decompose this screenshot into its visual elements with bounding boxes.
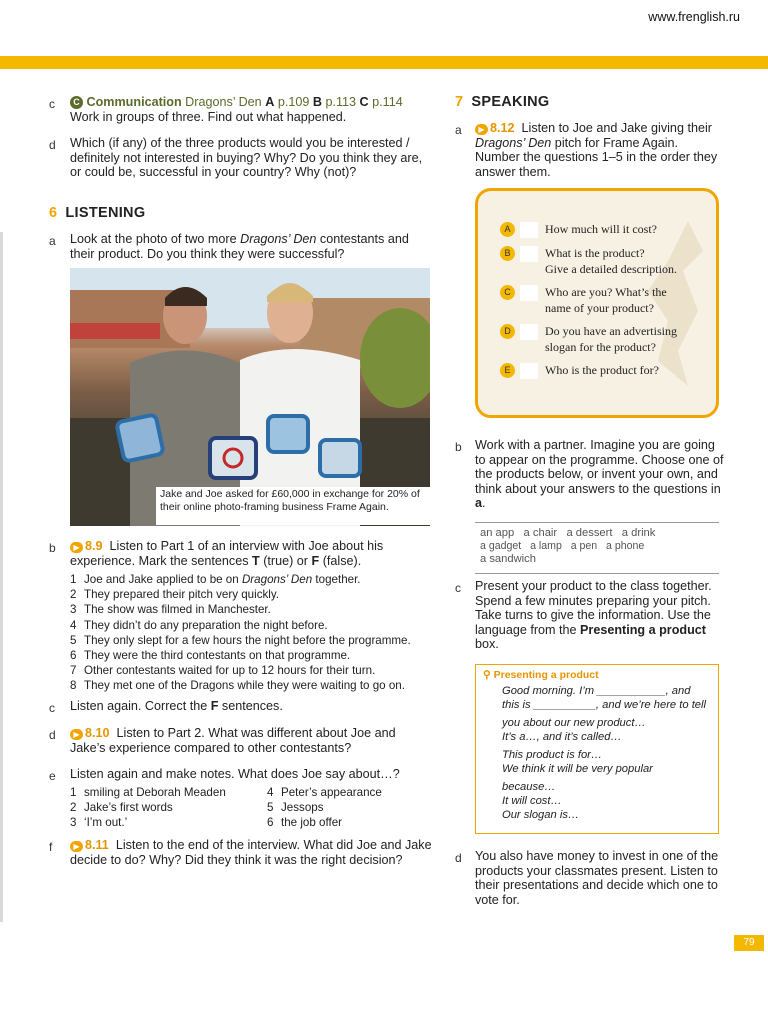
list-item bbox=[70, 785, 226, 800]
item-text: Joe and Jake applied to be on bbox=[84, 573, 242, 586]
question-letter: D bbox=[500, 324, 515, 339]
question-text: How much will it cost? bbox=[545, 222, 657, 236]
exercise-d-text: Which (if any) of the three products would you be interested / definitely not interested in buying? Why? Do you think they are, or could be, successful in your country? Why (not)? bbox=[70, 136, 423, 179]
question-letter: E bbox=[500, 363, 515, 378]
magnifier-icon: ⚲ bbox=[483, 669, 491, 681]
true-marker: T bbox=[252, 553, 260, 568]
text-part: pitch for Frame Again. Number the questions 1–5 in the order they answer them. bbox=[475, 135, 718, 179]
list-item bbox=[70, 663, 432, 678]
item-text: Other contestants waited for up to 12 hours for their turn. bbox=[84, 664, 376, 678]
site-url[interactable]: www.frenglish.ru bbox=[648, 10, 740, 24]
red-awning bbox=[70, 323, 160, 339]
item-text: Peter’s appearance bbox=[281, 786, 382, 799]
item-number: 6 bbox=[70, 649, 77, 663]
phrase-line: this is __________, and we’re here to tell bbox=[502, 699, 706, 711]
audio-track[interactable]: 8.11 bbox=[85, 838, 109, 852]
true-false-list bbox=[70, 572, 432, 694]
text-part: Listen to Joe and Jake giving their bbox=[521, 121, 712, 135]
item-number: 1 bbox=[70, 786, 77, 799]
ref-a: A bbox=[265, 95, 275, 109]
item-number: 7 bbox=[70, 664, 77, 678]
section-number: 7 bbox=[455, 94, 464, 110]
text-part: sentences. bbox=[218, 699, 283, 713]
exercise-label: e bbox=[49, 769, 56, 783]
audio-track[interactable]: 8.12 bbox=[490, 121, 515, 135]
word-row: an app a chair a dessert a drink bbox=[480, 527, 656, 539]
question-text: Give a detailed description. bbox=[545, 262, 677, 276]
item-number: 2 bbox=[70, 588, 77, 602]
phrase-line: This product is for… bbox=[502, 749, 603, 761]
product-word-box bbox=[475, 522, 719, 574]
item-number: 1 bbox=[70, 573, 77, 586]
answer-box[interactable] bbox=[520, 363, 538, 379]
exercise-7d-text: You also have money to invest in one of the products your classmates present. Listen to their presentations and decide which one to vote for. bbox=[475, 849, 719, 907]
show-title: Dragons’ Den bbox=[240, 232, 317, 246]
list-item bbox=[70, 648, 432, 663]
question-text: Who are you? What’s the bbox=[545, 285, 667, 299]
audio-track[interactable]: 8.10 bbox=[85, 726, 110, 740]
text-part: Listen to Part 2. What was different about Joe and Jake’s experience compared to other contestants? bbox=[70, 726, 396, 755]
section-6-heading bbox=[49, 205, 145, 221]
phrase-line: Our slogan is… bbox=[502, 809, 580, 821]
exercise-6d-text bbox=[70, 726, 432, 755]
list-item bbox=[70, 633, 432, 648]
text-part: Present your product to the class together. Spend a few minutes preparing your pitch. Take turns to give the information. Use the language from the bbox=[475, 579, 712, 637]
answer-box[interactable] bbox=[520, 246, 538, 262]
presenting-box-title bbox=[483, 669, 718, 681]
audio-icon[interactable]: ▶ bbox=[70, 729, 83, 740]
list-item bbox=[70, 678, 432, 693]
bold-ref: Presenting a product bbox=[580, 622, 706, 637]
item-number: 6 bbox=[267, 816, 274, 830]
list-item bbox=[70, 572, 432, 587]
section-7-heading bbox=[455, 94, 550, 110]
communication-label: Communication bbox=[86, 95, 182, 109]
item-text: They were the third contestants on that programme. bbox=[84, 649, 351, 663]
list-item bbox=[70, 602, 432, 617]
exercise-6e-text: Listen again and make notes. What does Joe say about…? bbox=[70, 767, 400, 781]
page-number: 79 bbox=[734, 935, 764, 951]
item-text: Jake’s first words bbox=[84, 801, 173, 815]
text-part: (true) or bbox=[259, 553, 312, 568]
exercise-label: f bbox=[49, 840, 53, 854]
phrase-line: you about our new product… bbox=[502, 717, 646, 729]
list-item bbox=[70, 587, 432, 602]
bold-ref: a bbox=[475, 496, 483, 510]
phrase-line: Good morning. I’m ___________, and bbox=[502, 685, 691, 697]
item-text: the job offer bbox=[281, 816, 343, 830]
exercise-6a-text bbox=[70, 232, 432, 261]
frame-product-3 bbox=[268, 416, 308, 452]
exercise-label: d bbox=[49, 728, 56, 742]
audio-track[interactable]: 8.9 bbox=[85, 539, 103, 553]
ref-c: C bbox=[359, 95, 369, 109]
exercise-c-instruction: Work in groups of three. Find out what happened. bbox=[70, 109, 347, 124]
photo-caption: Jake and Joe asked for £60,000 in exchange for 20% of their online photo-framing business Frame Again. bbox=[156, 487, 430, 525]
false-marker: F bbox=[210, 699, 219, 713]
word-row: a gadget a lamp a pen a phone bbox=[480, 540, 645, 552]
question-letter: C bbox=[500, 285, 515, 300]
exercise-label: d bbox=[455, 851, 462, 865]
ref-c-page: p.114 bbox=[372, 95, 403, 109]
list-item bbox=[267, 785, 382, 800]
text-part: Listen again. Correct the bbox=[70, 699, 211, 713]
exercise-label: c bbox=[455, 581, 461, 595]
exercise-label: a bbox=[49, 234, 56, 248]
text-part: (false). bbox=[319, 553, 362, 568]
false-marker: F bbox=[311, 553, 320, 568]
box-title-text: Presenting a product bbox=[493, 669, 599, 681]
audio-icon[interactable]: ▶ bbox=[70, 542, 83, 553]
phrase-line: It will cost… bbox=[502, 795, 562, 807]
list-item bbox=[70, 815, 127, 830]
item-number: 4 bbox=[267, 786, 274, 799]
exercise-label: d bbox=[49, 138, 56, 152]
item-text: together. bbox=[312, 573, 361, 586]
phrase-line: We think it will be very popular bbox=[502, 763, 653, 775]
ref-b-page: p.113 bbox=[325, 95, 357, 109]
phrase-line: It’s a…, and it’s called… bbox=[502, 731, 622, 743]
text-part: box. bbox=[475, 637, 499, 651]
exercise-label: a bbox=[455, 123, 462, 137]
exercise-label: b bbox=[455, 440, 462, 454]
show-title: Dragons’ Den bbox=[475, 135, 552, 150]
top-color-bar bbox=[0, 56, 768, 69]
text-part: . bbox=[482, 496, 486, 510]
item-number: 3 bbox=[70, 816, 77, 830]
section-title: LISTENING bbox=[65, 205, 146, 221]
audio-icon[interactable]: ▶ bbox=[70, 841, 83, 852]
exercise-label: c bbox=[49, 97, 55, 111]
question-text: Do you have an advertising bbox=[545, 324, 677, 338]
section-title: SPEAKING bbox=[471, 94, 550, 110]
word-row: a sandwich bbox=[480, 553, 536, 565]
answer-box[interactable] bbox=[520, 285, 538, 301]
item-number: 3 bbox=[70, 603, 77, 617]
communication-badge-icon: C bbox=[70, 96, 83, 109]
text-part: Look at the photo of two more bbox=[70, 232, 241, 246]
text-part: contestants and their product. Do you think they were successful? bbox=[70, 232, 409, 261]
question-text: name of your product? bbox=[545, 301, 654, 315]
text-part: Listen to the end of the interview. What did Joe and Jake decide to do? Why? Did they think it was the right decision? bbox=[70, 838, 432, 867]
item-text: The show was filmed in Manchester. bbox=[84, 603, 271, 617]
item-number: 2 bbox=[70, 801, 77, 815]
item-number: 4 bbox=[70, 618, 77, 632]
answer-box[interactable] bbox=[520, 324, 538, 340]
exercise-7c-text bbox=[475, 579, 725, 652]
dragons-den-ref: Dragons’ Den bbox=[185, 95, 262, 109]
exercise-7a-text bbox=[475, 121, 725, 179]
frame-product-4 bbox=[320, 440, 360, 476]
exercise-6f-text bbox=[70, 838, 432, 867]
list-item bbox=[267, 800, 324, 815]
item-text: They only slept for a few hours the night before the programme. bbox=[84, 633, 411, 647]
question-letter: A bbox=[500, 222, 515, 237]
questions-box bbox=[475, 188, 719, 418]
section-number: 6 bbox=[49, 205, 58, 221]
item-text: ‘I’m out.’ bbox=[84, 816, 128, 830]
question-text: slogan for the product? bbox=[545, 340, 656, 354]
text-part: Work with a partner. Imagine you are going to appear on the programme. Choose one of the products below, or invent your own, and think about your answers to the questions in bbox=[475, 438, 724, 496]
item-number: 5 bbox=[70, 633, 77, 647]
exercise-7b-text bbox=[475, 438, 725, 511]
question-text: Who is the product for? bbox=[545, 363, 659, 377]
list-item bbox=[70, 800, 173, 815]
question-letter: B bbox=[500, 246, 515, 261]
exercise-6c-text bbox=[70, 699, 432, 714]
item-number: 5 bbox=[267, 801, 274, 815]
exercise-6b-text bbox=[70, 539, 432, 568]
item-text: They didn’t do any preparation the night before. bbox=[84, 618, 328, 632]
list-item bbox=[70, 618, 432, 633]
exercise-label: b bbox=[49, 541, 56, 555]
list-item bbox=[267, 815, 342, 830]
item-text: smiling at Deborah Meaden bbox=[84, 786, 226, 799]
ref-a-page: p.109 bbox=[277, 95, 310, 109]
frame-product-1 bbox=[116, 414, 163, 461]
exercise-label: c bbox=[49, 701, 55, 715]
presenting-product-box bbox=[475, 664, 719, 834]
frame-product-2 bbox=[210, 438, 256, 478]
question-text: What is the product? bbox=[545, 246, 645, 260]
item-text: They prepared their pitch very quickly. bbox=[84, 588, 280, 602]
item-number: 8 bbox=[70, 679, 77, 693]
left-margin-rule bbox=[0, 232, 3, 922]
answer-box[interactable] bbox=[520, 222, 538, 238]
ref-b: B bbox=[312, 95, 322, 109]
audio-icon[interactable]: ▶ bbox=[475, 124, 488, 135]
presenting-phrases bbox=[502, 684, 718, 822]
item-text: Jessops bbox=[281, 801, 324, 815]
item-italic: Dragons’ Den bbox=[241, 573, 313, 586]
text-part: Listen to Part 1 of an interview with Joe about his experience. Mark the sentences bbox=[70, 539, 384, 568]
phrase-line: because… bbox=[502, 781, 556, 793]
exercise-c-communication bbox=[70, 95, 440, 124]
item-text: They met one of the Dragons while they were waiting to go on. bbox=[84, 679, 405, 693]
